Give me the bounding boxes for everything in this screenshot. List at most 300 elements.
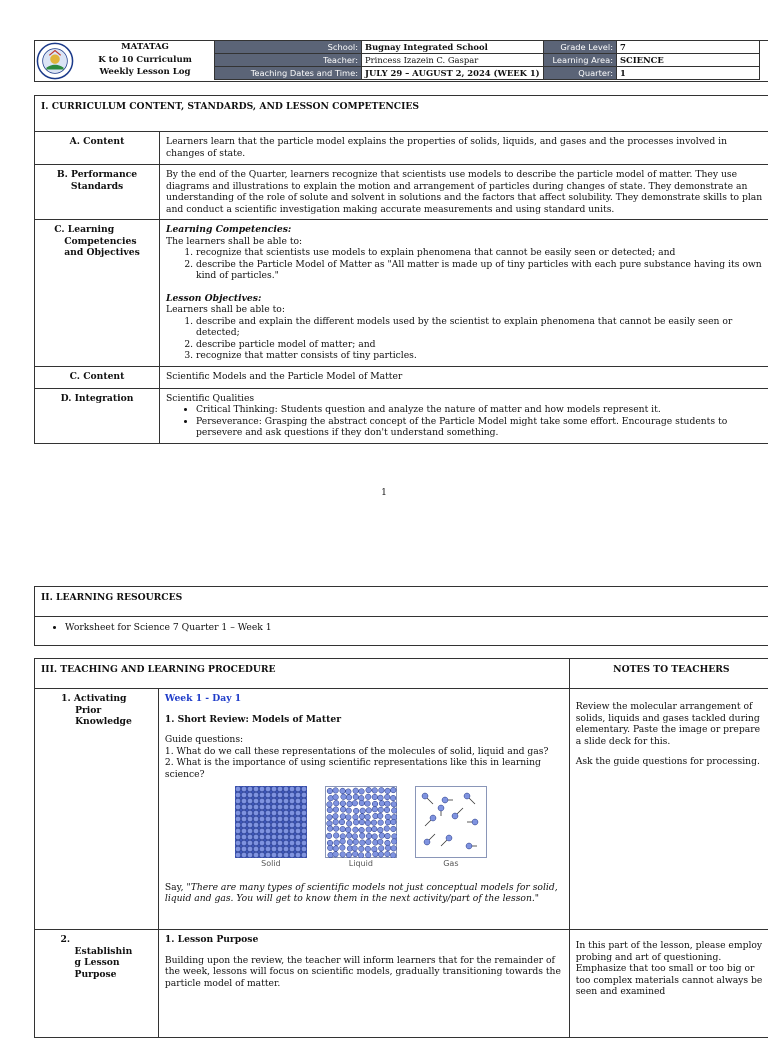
particle	[466, 843, 472, 849]
school-label: School:	[215, 41, 362, 54]
particle	[385, 845, 391, 851]
dates-value: JULY 29 – AUGUST 2, 2024 (WEEK 1)	[362, 67, 544, 80]
competencies-label-1: C. Learning	[54, 224, 140, 236]
particle	[253, 810, 258, 815]
particle	[379, 801, 385, 807]
particle	[334, 840, 340, 846]
competencies-label-2: Competencies	[54, 236, 140, 248]
particle	[247, 804, 252, 809]
particle	[289, 822, 294, 827]
particle	[235, 822, 240, 827]
particle	[353, 788, 359, 794]
particle	[366, 808, 372, 814]
particle	[340, 852, 346, 858]
particle	[346, 795, 352, 801]
particle	[372, 788, 378, 794]
particle	[265, 828, 270, 833]
particle	[259, 834, 264, 839]
particle	[253, 834, 258, 839]
brand-line-3: Weekly Lesson Log	[80, 66, 210, 79]
particle	[332, 813, 338, 819]
particle	[352, 851, 358, 857]
activating-label	[35, 689, 159, 930]
particle	[271, 852, 276, 857]
integration-heading: Scientific Qualities	[166, 393, 767, 405]
lc-item: 1. recognize that scientists use models to explain phenomena that cannot be easily seen or detected; and	[196, 247, 767, 259]
particle	[265, 810, 270, 815]
performance-label-1: B. Performance	[57, 169, 137, 181]
particle	[340, 801, 346, 807]
particle	[359, 814, 365, 820]
particle	[283, 792, 288, 797]
particle	[327, 807, 333, 813]
particle	[295, 834, 300, 839]
particle	[235, 798, 240, 803]
performance-label	[35, 165, 160, 220]
particle	[472, 819, 478, 825]
particle	[326, 821, 332, 827]
particle	[295, 786, 300, 791]
particle	[283, 786, 288, 791]
particle	[259, 798, 264, 803]
particle	[301, 852, 306, 857]
particle	[352, 827, 358, 833]
particle	[247, 792, 252, 797]
particle	[301, 792, 306, 797]
particle	[327, 815, 333, 821]
particle	[271, 792, 276, 797]
particle	[235, 840, 240, 845]
content-label	[35, 132, 160, 165]
particle	[352, 834, 358, 840]
particle	[353, 839, 359, 845]
liquid-diagram	[325, 786, 397, 858]
particle	[265, 852, 270, 857]
particle	[283, 840, 288, 845]
activating-label-3: Knowledge	[61, 716, 132, 728]
particle	[301, 810, 306, 815]
particle	[430, 815, 436, 821]
particle	[235, 786, 240, 791]
particle	[235, 816, 240, 821]
particle	[277, 846, 282, 851]
brand-line-1: MATATAG	[80, 41, 210, 54]
particle	[247, 834, 252, 839]
particle	[259, 810, 264, 815]
teacher-label: Teacher:	[215, 54, 362, 67]
particle	[378, 820, 384, 826]
particle	[333, 851, 339, 857]
particle	[352, 814, 358, 820]
particle	[241, 822, 246, 827]
guide-q2: 2. What is the importance of using scientific representations like this in learning science?	[165, 757, 563, 780]
solid-caption: Solid	[235, 858, 307, 870]
header-fields	[214, 40, 760, 80]
lo-item: 3. recognize that matter consists of tiny particles.	[196, 350, 767, 362]
particle	[341, 794, 347, 800]
dates-label: Teaching Dates and Time:	[215, 67, 362, 80]
particle	[247, 798, 252, 803]
particle	[384, 801, 390, 807]
particle	[271, 786, 276, 791]
particle	[359, 833, 365, 839]
particle	[333, 794, 339, 800]
particle	[326, 833, 332, 839]
grade-value: 7	[617, 41, 760, 54]
particle	[391, 834, 396, 840]
particle	[283, 834, 288, 839]
particle	[346, 833, 352, 839]
particle	[283, 828, 288, 833]
performance-text: By the end of the Quarter, learners recognize that scientists use models to describe the particle model of matter. They use diagrams and illustrations to explain the motion and arrangement of particles during changes of state. They demonstrate an understanding of the role of solute and solvent in solutions and the factors that affect solubility. They demonstrate skills to plan and conduct a scientific investigation making accurate measurements and using standard units.	[160, 165, 768, 220]
particle	[295, 840, 300, 845]
particle	[384, 826, 390, 832]
content-label-text: A. Content	[70, 136, 125, 148]
particle	[277, 798, 282, 803]
guide-q1: 1. What do we call these representations of the molecules of solid, liquid and gas?	[165, 746, 563, 758]
deped-seal-icon	[36, 42, 74, 80]
particle	[271, 804, 276, 809]
teacher-value: Princess Izazein C. Gaspar	[362, 54, 544, 67]
particle	[241, 840, 246, 845]
particle	[327, 845, 333, 851]
note-guide: Ask the guide questions for processing.	[576, 756, 767, 768]
particle	[340, 807, 346, 813]
particle	[371, 820, 377, 826]
particle	[277, 840, 282, 845]
particle	[340, 826, 346, 832]
particle	[391, 802, 397, 808]
particle	[247, 810, 252, 815]
particle	[339, 845, 345, 851]
notes-title: NOTES TO TEACHERS	[569, 659, 768, 689]
particle	[289, 798, 294, 803]
particle	[353, 808, 359, 814]
particle	[366, 787, 372, 793]
particle	[283, 798, 288, 803]
particle	[259, 852, 264, 857]
particle	[265, 840, 270, 845]
gas-model	[415, 786, 487, 870]
integration-item: • Critical Thinking: Students question and analyze the nature of matter and how models represent it.	[196, 404, 767, 416]
particle	[265, 846, 270, 851]
guide-label: Guide questions:	[165, 734, 563, 746]
procedure-table	[34, 658, 768, 1038]
competencies-cell	[160, 220, 768, 367]
lo-item: 1. describe and explain the different models used by the scientist to explain phenomena that cannot be easily seen or detected;	[196, 316, 767, 339]
particle	[301, 822, 306, 827]
particle	[385, 788, 391, 794]
establishing-label	[35, 930, 159, 1038]
particle	[247, 846, 252, 851]
particle	[235, 792, 240, 797]
particle	[359, 800, 365, 806]
particle	[358, 846, 364, 852]
particle	[289, 846, 294, 851]
particle	[277, 792, 282, 797]
say-text: "There are many types of scientific models not just conceptual models for solid, liquid and gas. You will get to know them in the next activity/part of the lesson."	[165, 882, 558, 905]
solid-model	[235, 786, 307, 870]
particle	[253, 846, 258, 851]
particle	[265, 816, 270, 821]
particle	[265, 804, 270, 809]
particle	[347, 801, 353, 807]
content2-label-text: C. Content	[70, 371, 125, 383]
particle	[283, 816, 288, 821]
particle	[265, 786, 270, 791]
school-value: Bugnay Integrated School	[362, 41, 544, 54]
content2-label	[35, 366, 160, 388]
particle	[365, 820, 371, 826]
particle	[271, 846, 276, 851]
particle	[295, 816, 300, 821]
particle	[359, 827, 365, 833]
particle	[289, 816, 294, 821]
particle	[253, 816, 258, 821]
particle	[283, 810, 288, 815]
particle	[247, 822, 252, 827]
liquid-caption: Liquid	[325, 858, 397, 870]
establishing-cell	[158, 930, 569, 1038]
review-subhead: 1. Short Review: Models of Matter	[165, 714, 563, 726]
particle	[390, 826, 396, 832]
particle	[340, 788, 346, 794]
particle	[265, 792, 270, 797]
particle	[241, 786, 246, 791]
curriculum-table	[34, 95, 768, 444]
particle	[446, 835, 452, 841]
grade-label: Grade Level:	[544, 41, 617, 54]
particle	[345, 827, 351, 833]
particle	[277, 822, 282, 827]
particle	[295, 846, 300, 851]
particle	[301, 840, 306, 845]
particle	[366, 827, 372, 833]
particle	[295, 804, 300, 809]
particle	[247, 852, 252, 857]
particle	[452, 813, 458, 819]
particle	[372, 801, 378, 807]
particle	[289, 852, 294, 857]
lc-intro: The learners shall be able to:	[166, 236, 767, 248]
note-probing: In this part of the lesson, please employ probing and art of questioning. Emphasize that too small or too big or too complex materials cannot always be seen and examined	[576, 940, 767, 998]
solid-diagram	[235, 786, 307, 858]
particle	[385, 819, 391, 825]
particle	[359, 789, 365, 795]
particle	[259, 816, 264, 821]
particle	[301, 846, 306, 851]
resources-cell	[35, 617, 768, 646]
particle	[377, 827, 383, 833]
integration-label	[35, 388, 160, 443]
particle	[235, 834, 240, 839]
particle	[289, 840, 294, 845]
particle	[379, 833, 385, 839]
particle	[328, 852, 334, 858]
particle	[259, 822, 264, 827]
particle	[333, 846, 339, 852]
particle	[339, 819, 345, 825]
particle	[377, 813, 383, 819]
particle	[333, 800, 339, 806]
particle	[253, 840, 258, 845]
particle	[346, 821, 352, 827]
gas-caption: Gas	[415, 858, 487, 870]
particle	[333, 807, 339, 813]
particle	[259, 840, 264, 845]
resources-table	[34, 586, 768, 646]
particle	[301, 804, 306, 809]
particle	[235, 810, 240, 815]
notes-establishing	[569, 930, 768, 1038]
activating-cell	[158, 689, 569, 930]
particle	[277, 804, 282, 809]
particle	[371, 846, 377, 852]
liquid-model	[325, 786, 397, 870]
particle	[365, 846, 371, 852]
particle	[391, 839, 397, 845]
particle	[259, 804, 264, 809]
particle	[301, 828, 306, 833]
particle	[283, 852, 288, 857]
particle	[327, 788, 333, 794]
particle	[241, 792, 246, 797]
particle	[283, 804, 288, 809]
brand-line-2: K to 10 Curriculum	[80, 54, 210, 67]
particle	[365, 814, 371, 820]
particle	[277, 834, 282, 839]
particle	[333, 833, 339, 839]
particle	[295, 822, 300, 827]
particle	[235, 828, 240, 833]
particle	[259, 786, 264, 791]
particle	[277, 810, 282, 815]
particle	[390, 787, 396, 793]
particle	[371, 826, 377, 832]
particle	[346, 852, 352, 858]
particle	[365, 794, 371, 800]
integration-cell	[160, 388, 768, 443]
particle	[289, 792, 294, 797]
particle	[424, 839, 430, 845]
particle	[345, 789, 351, 795]
particle	[378, 787, 384, 793]
particle	[295, 810, 300, 815]
establishing-label-2: Establishin	[61, 946, 133, 958]
particle	[422, 793, 428, 799]
particle	[390, 795, 396, 801]
particle	[464, 793, 470, 799]
quarter-value: 1	[617, 67, 760, 80]
particle	[442, 797, 448, 803]
activating-label-1: 1. Activating	[61, 693, 132, 705]
particle	[359, 819, 365, 825]
particle	[247, 816, 252, 821]
particle	[253, 828, 258, 833]
particle	[271, 810, 276, 815]
establishing-label-4: Purpose	[61, 969, 133, 981]
particle	[327, 826, 333, 832]
particle	[378, 852, 384, 858]
particle	[235, 846, 240, 851]
particle	[259, 828, 264, 833]
particle	[253, 786, 258, 791]
purpose-subhead: 1. Lesson Purpose	[165, 934, 563, 946]
particle	[360, 808, 366, 814]
performance-label-2: Standards	[57, 181, 137, 193]
particle	[301, 798, 306, 803]
gas-diagram	[415, 786, 487, 858]
establishing-label-1: 2.	[61, 934, 133, 946]
particle	[265, 822, 270, 827]
particle	[327, 802, 333, 808]
particle	[390, 819, 396, 825]
particle	[372, 794, 378, 800]
particle	[352, 846, 358, 852]
particle	[372, 851, 378, 857]
particle	[259, 846, 264, 851]
area-value: SCIENCE	[617, 54, 760, 67]
particle	[241, 810, 246, 815]
content2-text: Scientific Models and the Particle Model of Matter	[160, 366, 768, 388]
content-text: Learners learn that the particle model explains the properties of solids, liquids, and gases and the processes involved in changes of state.	[160, 132, 768, 165]
particle	[241, 852, 246, 857]
lc-heading: Learning Competencies:	[166, 224, 767, 236]
particle	[301, 816, 306, 821]
section-2-title: II. LEARNING RESOURCES	[35, 587, 768, 617]
integration-item: • Perseverance: Grasping the abstract concept of the Particle Model might take some effort. Encourage students to persevere and ask questions if they don't understand something.	[196, 416, 767, 439]
particle	[253, 822, 258, 827]
particle	[271, 822, 276, 827]
particle	[378, 807, 384, 813]
particle	[271, 840, 276, 845]
particle	[333, 819, 339, 825]
particle	[295, 828, 300, 833]
header-brand	[80, 41, 210, 79]
say-label: Say,	[165, 882, 187, 893]
particle	[352, 800, 358, 806]
lo-heading: Lesson Objectives:	[166, 293, 767, 305]
particle	[235, 852, 240, 857]
particle	[289, 786, 294, 791]
particle	[253, 804, 258, 809]
particle	[340, 814, 346, 820]
particle	[365, 852, 371, 858]
particle	[235, 804, 240, 809]
particle	[347, 839, 353, 845]
particle	[438, 805, 444, 811]
integration-label-text: D. Integration	[61, 393, 134, 405]
particle	[333, 826, 339, 832]
particle	[265, 834, 270, 839]
lc-item: 2. describe the Particle Model of Matter as "All matter is made up of tiny particles with each pure substance having its own kind of particles."	[196, 259, 767, 282]
particle	[359, 840, 365, 846]
particle	[378, 846, 384, 852]
note-review: Review the molecular arrangement of solids, liquids and gases tackled during elementary. Paste the image or prepare a slide deck for this.	[576, 701, 767, 747]
particle	[241, 846, 246, 851]
particle	[391, 846, 397, 852]
particle	[277, 786, 282, 791]
particle	[289, 804, 294, 809]
particle	[241, 834, 246, 839]
particle	[385, 833, 391, 839]
particle	[271, 828, 276, 833]
quarter-label: Quarter:	[544, 67, 617, 80]
particle	[289, 828, 294, 833]
particle	[340, 839, 346, 845]
section-3-title: III. TEACHING AND LEARNING PROCEDURE	[35, 659, 570, 689]
particle	[384, 851, 390, 857]
